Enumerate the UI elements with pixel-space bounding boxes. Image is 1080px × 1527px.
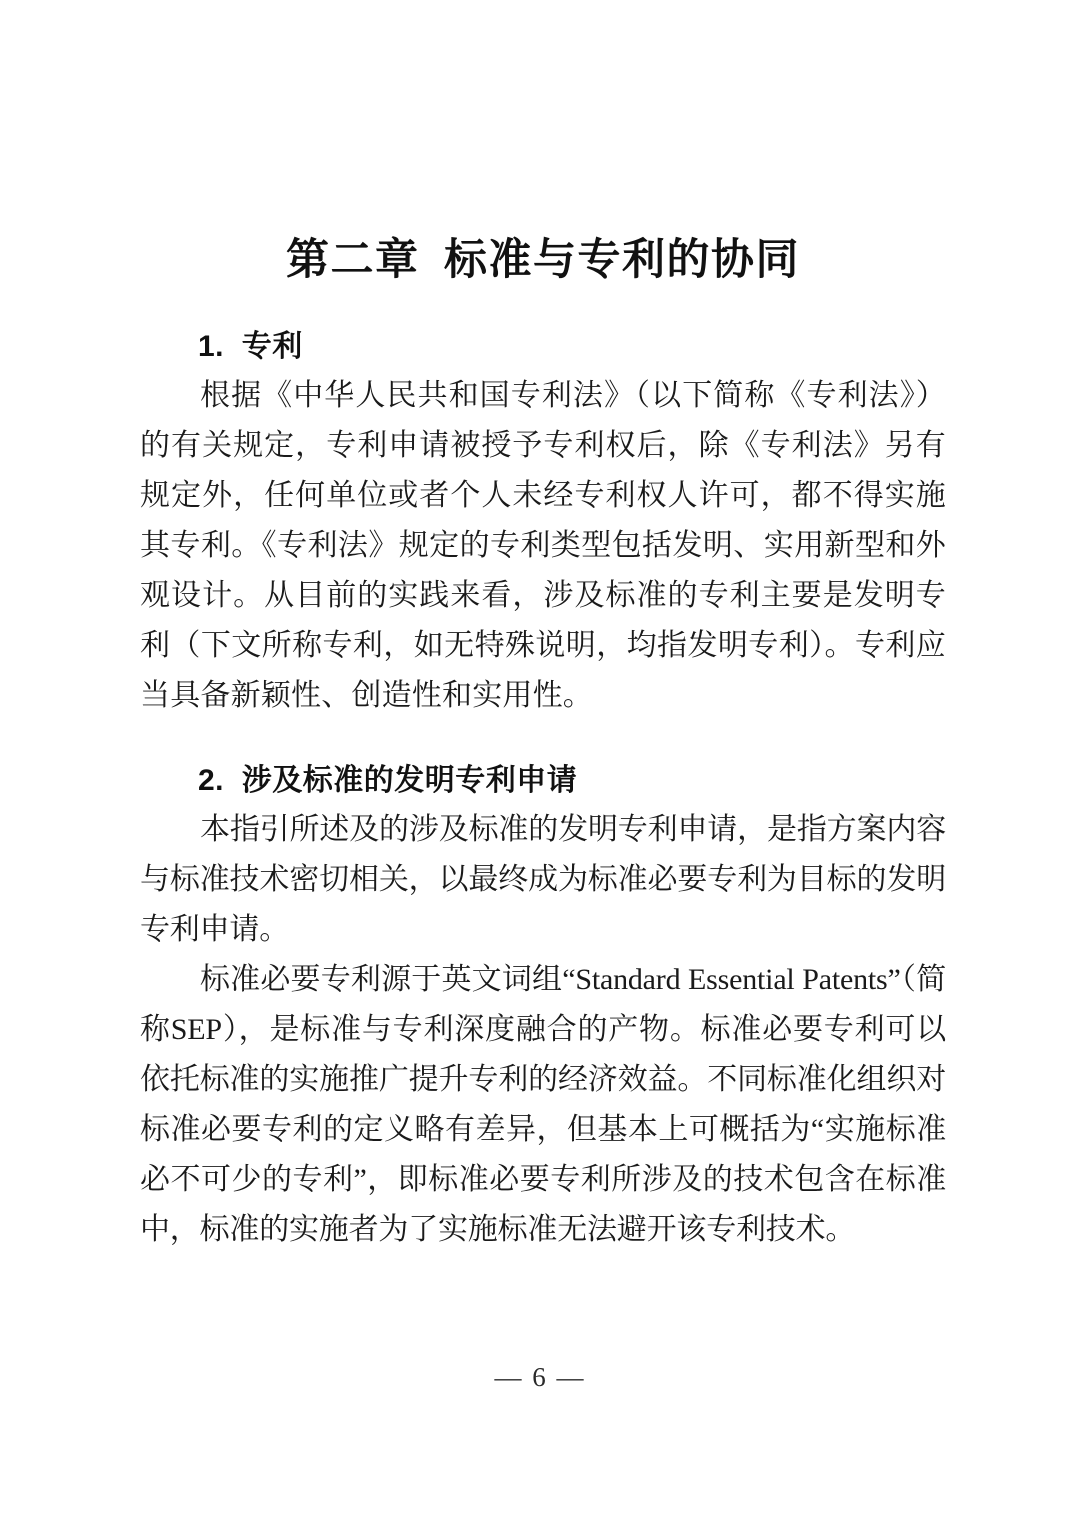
page-title: 第二章 标准与专利的协同 xyxy=(286,237,800,284)
section-2-paragraph-2: 标准必要专利源于英文词组“Standard Essential Patents”（简称SEP），是标准与专利深度融合的产物。标准必要专利可以依托标准的实施推广提升专利的经济效益。不同标准化组织对标准必要专利的定义略有差异，但基本上可概括为“实施标准必不可少的专利”，即标准必要专利所涉及的技术包含在标准中，标准的实施者为了实施标准无法避开该专利技术。 xyxy=(140,962,946,1246)
section-heading-1: 1. 专利 xyxy=(198,329,303,363)
page-number-footer: — 6 — xyxy=(494,1362,586,1392)
page-content xyxy=(140,0,946,1255)
section-2-paragraph-1: 本指引所述及的涉及标准的发明专利申请，是指方案内容与标准技术密切相关，以最终成为标准必要专利为目标的发明专利申请。 xyxy=(140,812,946,946)
section-heading-2: 2. 涉及标准的发明专利申请 xyxy=(198,763,578,797)
section-1-paragraph-1: 根据《中华人民共和国专利法》（以下简称《专利法》）的有关规定，专利申请被授予专利权后，除《专利法》另有规定外，任何单位或者个人未经专利权人许可，都不得实施其专利。《专利法》规定的专利类型包括发明、实用新型和外观设计。从目前的实践来看，涉及标准的专利主要是发明专利（下文所称专利，如无特殊说明，均指发明专利）。专利应当具备新颖性、创造性和实用性。 xyxy=(140,378,946,712)
